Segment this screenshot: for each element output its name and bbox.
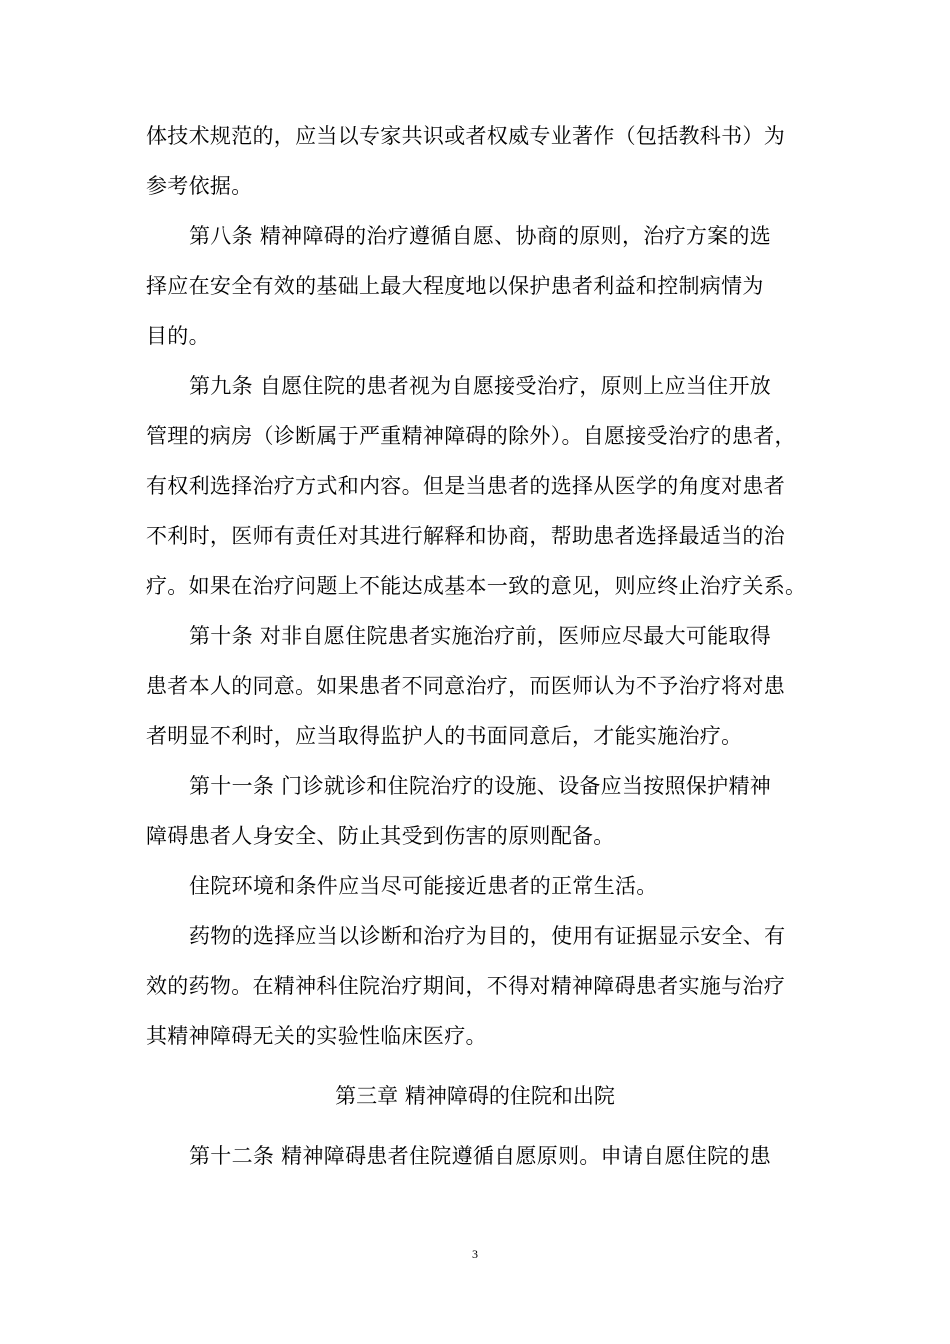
chapter-heading: 第三章 精神障碍的住院和出院 <box>335 1084 615 1108</box>
paragraph-line: 有权利选择治疗方式和内容。但是当患者的选择从医学的角度对患者 <box>146 474 785 498</box>
paragraph-line: 住院环境和条件应当尽可能接近患者的正常生活。 <box>189 874 658 898</box>
article-10-line: 第十条 对非自愿住院患者实施治疗前，医师应尽最大可能取得 <box>189 624 772 648</box>
paragraph-line: 目的。 <box>146 324 210 348</box>
paragraph-line: 参考依据。 <box>146 174 253 198</box>
article-9-line: 第九条 自愿住院的患者视为自愿接受治疗，原则上应当住开放 <box>189 374 772 398</box>
paragraph-line: 其精神障碍无关的实验性临床医疗。 <box>146 1024 487 1048</box>
article-8-line: 第八条 精神障碍的治疗遵循自愿、协商的原则，治疗方案的选 <box>189 224 772 248</box>
paragraph-line: 择应在安全有效的基础上最大程度地以保护患者利益和控制病情为 <box>146 274 764 298</box>
paragraph-line: 药物的选择应当以诊断和治疗为目的，使用有证据显示安全、有 <box>189 924 786 948</box>
page-number: 3 <box>472 1247 478 1261</box>
paragraph-line: 障碍患者人身安全、防止其受到伤害的原则配备。 <box>146 824 615 848</box>
paragraph-line: 效的药物。在精神科住院治疗期间，不得对精神障碍患者实施与治疗 <box>146 974 785 998</box>
paragraph-line: 体技术规范的，应当以专家共识或者权威专业著作（包括教科书）为 <box>146 124 785 148</box>
paragraph-line: 疗。如果在治疗问题上不能达成基本一致的意见，则应终止治疗关系。 <box>146 574 807 598</box>
article-12-line: 第十二条 精神障碍患者住院遵循自愿原则。申请自愿住院的患 <box>189 1144 772 1168</box>
paragraph-line: 患者本人的同意。如果患者不同意治疗，而医师认为不予治疗将对患 <box>146 674 785 698</box>
article-11-line: 第十一条 门诊就诊和住院治疗的设施、设备应当按照保护精神 <box>189 774 772 798</box>
paragraph-line: 者明显不利时，应当取得监护人的书面同意后，才能实施治疗。 <box>146 724 743 748</box>
paragraph-line: 管理的病房（诊断属于严重精神障碍的除外）。自愿接受治疗的患者， <box>146 424 796 448</box>
paragraph-line: 不利时，医师有责任对其进行解释和协商，帮助患者选择最适当的治 <box>146 524 785 548</box>
